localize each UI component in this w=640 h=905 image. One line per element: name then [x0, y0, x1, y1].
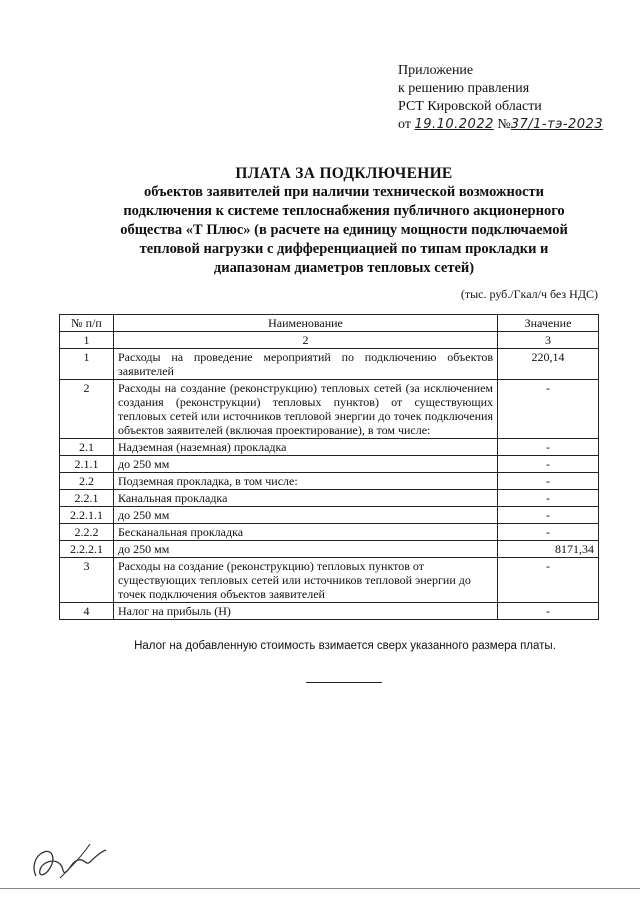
row-value: -	[498, 456, 599, 473]
title-line-2: подключения к системе теплоснабжения публичного акционерного	[123, 203, 565, 219]
row-number: 2.2.1	[60, 490, 114, 507]
header-value: Значение	[498, 315, 599, 332]
appendix-line-1: Приложение	[398, 63, 474, 78]
row-value: 220,14	[498, 349, 599, 380]
table-row	[60, 490, 599, 507]
row-name: Расходы на создание (реконструкцию) тепловых пунктов от существующих тепловых сетей или источников тепловой энергии до точек подключения объектов заявителей	[114, 558, 498, 603]
table-row	[60, 558, 599, 603]
row-value: -	[498, 490, 599, 507]
row-name: Расходы на создание (реконструкцию) тепловых сетей (за исключением создания (реконструкции) тепловых пунктов) от существующих тепловых сетей или источников тепловой энергии до точек подключения объектов заявителей (включая проектирование), в том числе:	[114, 380, 498, 439]
row-number: 2.2	[60, 473, 114, 490]
row-value: -	[498, 524, 599, 541]
row-number: 2.2.2	[60, 524, 114, 541]
appendix-line-3: РСТ Кировской области	[398, 99, 542, 114]
table-header-row	[60, 315, 599, 332]
row-value: -	[498, 507, 599, 524]
row-value: -	[498, 439, 599, 456]
title-line-1: объектов заявителей при наличии технической возможности	[143, 184, 545, 200]
table-row	[60, 439, 599, 456]
fee-table	[59, 314, 599, 620]
table-row	[60, 473, 599, 490]
number-prefix: №	[497, 117, 511, 132]
title-line-3: общества «Т Плюс» (в расчете на единицу мощности подключаемой	[120, 222, 568, 238]
table-row	[60, 524, 599, 541]
title-main: ПЛАТА ЗА ПОДКЛЮЧЕНИЕ	[235, 165, 453, 182]
row-number: 2.1.1	[60, 456, 114, 473]
row-name: до 250 мм	[114, 507, 498, 524]
row-number: 2.1	[60, 439, 114, 456]
header-number: № п/п	[60, 315, 114, 332]
row-number: 4	[60, 603, 114, 620]
row-name: до 250 мм	[114, 456, 498, 473]
table-row	[60, 380, 599, 439]
divider-line	[306, 682, 382, 683]
handwritten-date: 19.10.2022	[414, 117, 494, 132]
row-number: 2.2.1.1	[60, 507, 114, 524]
title-line-5: диапазонам диаметров тепловых сетей)	[213, 260, 475, 276]
row-number: 3	[60, 558, 114, 603]
appendix-line-2: к решению правления	[398, 81, 530, 96]
table-row	[60, 349, 599, 380]
title-line-4: тепловой нагрузки с дифференциацией по типам прокладки и	[139, 241, 549, 257]
row-name: Канальная прокладка	[114, 490, 498, 507]
handwritten-number: 37/1-тэ-2023	[510, 117, 604, 132]
row-value: 8171,34	[498, 541, 599, 558]
units-label: (тыс. руб./Гкал/ч без НДС)	[460, 287, 598, 301]
row-value: -	[498, 558, 599, 603]
table-row	[60, 507, 599, 524]
vat-note: Налог на добавленную стоимость взимается сверх указанного размера платы.	[134, 640, 556, 652]
table-row	[60, 603, 599, 620]
table-row	[60, 541, 599, 558]
col-number-3: 3	[498, 332, 599, 349]
document-title	[60, 164, 628, 278]
row-name: Расходы на проведение мероприятий по подключению объектов заявителей	[114, 349, 498, 380]
row-name: Бесканальная прокладка	[114, 524, 498, 541]
appendix-date-line	[398, 116, 603, 134]
row-name: Подземная прокладка, в том числе:	[114, 473, 498, 490]
date-prefix: от	[398, 117, 411, 132]
col-number-1: 1	[60, 332, 114, 349]
row-value: -	[498, 603, 599, 620]
row-name: до 250 мм	[114, 541, 498, 558]
table-row	[60, 456, 599, 473]
row-name: Налог на прибыль (Н)	[114, 603, 498, 620]
row-number: 1	[60, 349, 114, 380]
row-value: -	[498, 473, 599, 490]
row-name: Надземная (наземная) прокладка	[114, 439, 498, 456]
bottom-divider	[0, 888, 640, 889]
row-value: -	[498, 380, 599, 439]
col-number-2: 2	[114, 332, 498, 349]
row-number: 2	[60, 380, 114, 439]
appendix-block	[398, 62, 603, 134]
row-number: 2.2.2.1	[60, 541, 114, 558]
column-number-row	[60, 332, 599, 349]
header-name: Наименование	[114, 315, 498, 332]
signature-image	[30, 838, 110, 887]
